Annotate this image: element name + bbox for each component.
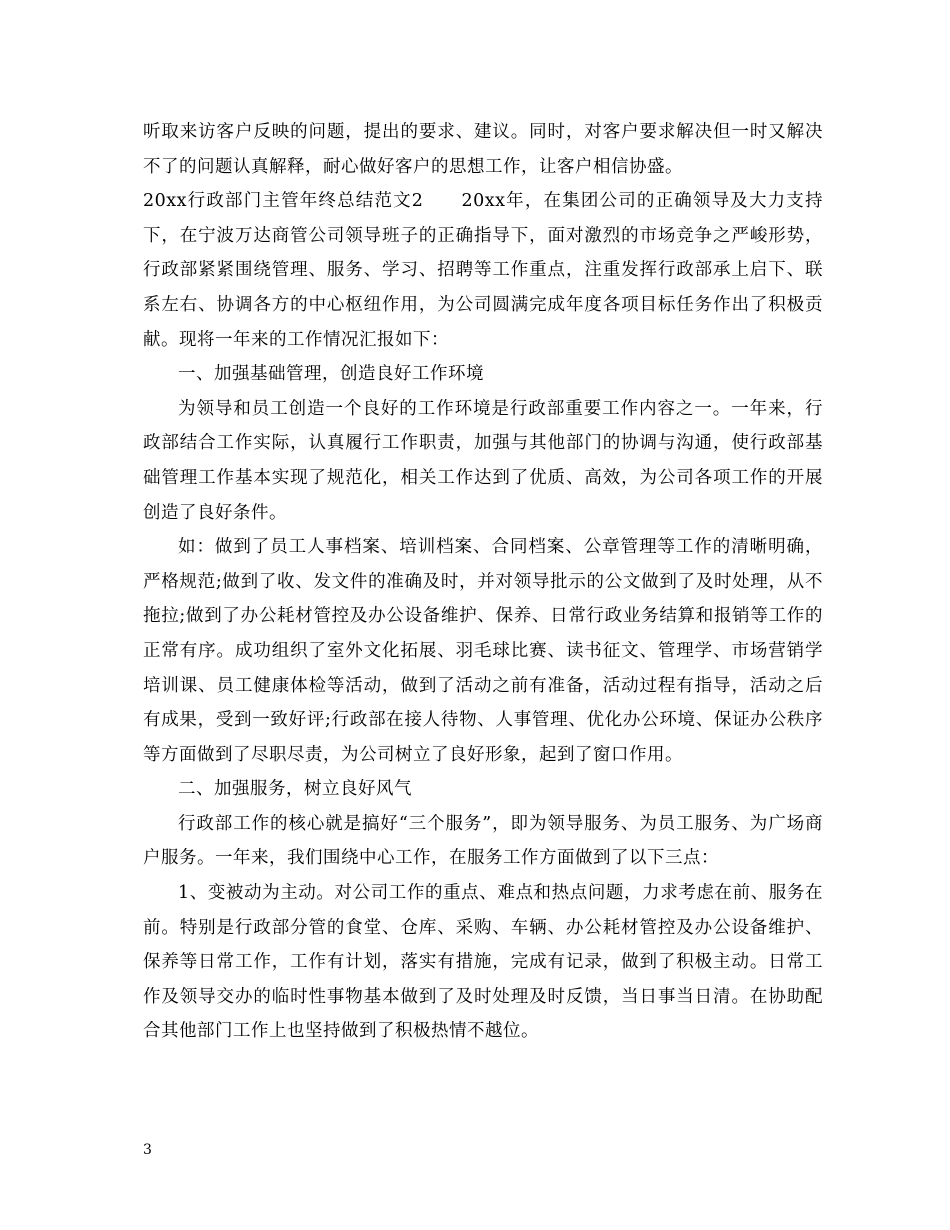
paragraph-4: 如：做到了员工人事档案、培训档案、合同档案、公章管理等工作的清晰明确，严格规范;做到了收、发文件的准确及时，并对领导批示的公文做到了及时处理，从不拖拉;做到了办公耗材管控及办公设备维护、保养、日常行政业务结算和报销等工作的正常有序。成功组织了室外文化拓展、羽毛球比赛、读书征文、管理学、市场营销学培训课、员工健康体检等活动，做到了活动之前有准备，活动过程有指导，活动之后有成果，受到一致好评;行政部在接人待物、人事管理、优化办公环境、保证办公秩序等方面做到了尽职尽责，为公司树立了良好形象，起到了窗口作用。: [143, 537, 823, 765]
paragraph-5: 行政部工作的核心就是搞好“三个服务”，即为领导服务、为员工服务、为广场商户服务。一年来，我们围绕中心工作，在服务工作方面做到了以下三点：: [143, 813, 823, 869]
document-body: [143, 115, 823, 1049]
paragraph-2: 20xx行政部门主管年终总结范文2 20xx年，在集团公司的正确领导及大力支持下，在宁波万达商管公司领导班子的正确指导下，面对激烈的市场竞争之严峻形势，行政部紧紧围绕管理、服务、学习、招聘等工作重点，注重发挥行政部承上启下、联系左右、协调各方的中心枢纽作用，为公司圆满完成年度各项目标任务作出了积极贡献。现将一年来的工作情况汇报如下：: [143, 191, 823, 350]
page-number: 3: [143, 1142, 152, 1158]
section-heading-2: 二、加强服务，树立良好风气: [178, 779, 412, 800]
paragraph-1: 听取来访客户反映的问题，提出的要求、建议。同时，对客户要求解决但一时又解决不了的问题认真解释，耐心做好客户的思想工作，让客户相信协盛。: [143, 122, 823, 177]
paragraph-3: 为领导和员工创造一个良好的工作环境是行政部重要工作内容之一。一年来，行政部结合工作实际，认真履行工作职责，加强与其他部门的协调与沟通，使行政部基础管理工作基本实现了规范化，相关工作达到了优质、高效，为公司各项工作的开展创造了良好条件。: [143, 398, 823, 523]
paragraph-6: 1、变被动为主动。对公司工作的重点、难点和热点问题，力求考虑在前、服务在前。特别是行政部分管的食堂、仓库、采购、车辆、办公耗材管控及办公设备维护、保养等日常工作，工作有计划，落实有措施，完成有记录，做到了积极主动。日常工作及领导交办的临时性事物基本做到了及时处理及时反馈，当日事当日清。在协助配合其他部门工作上也坚持做到了积极热情不越位。: [143, 883, 823, 1042]
section-heading-1: 一、加强基础管理，创造良好工作环境: [178, 364, 484, 385]
